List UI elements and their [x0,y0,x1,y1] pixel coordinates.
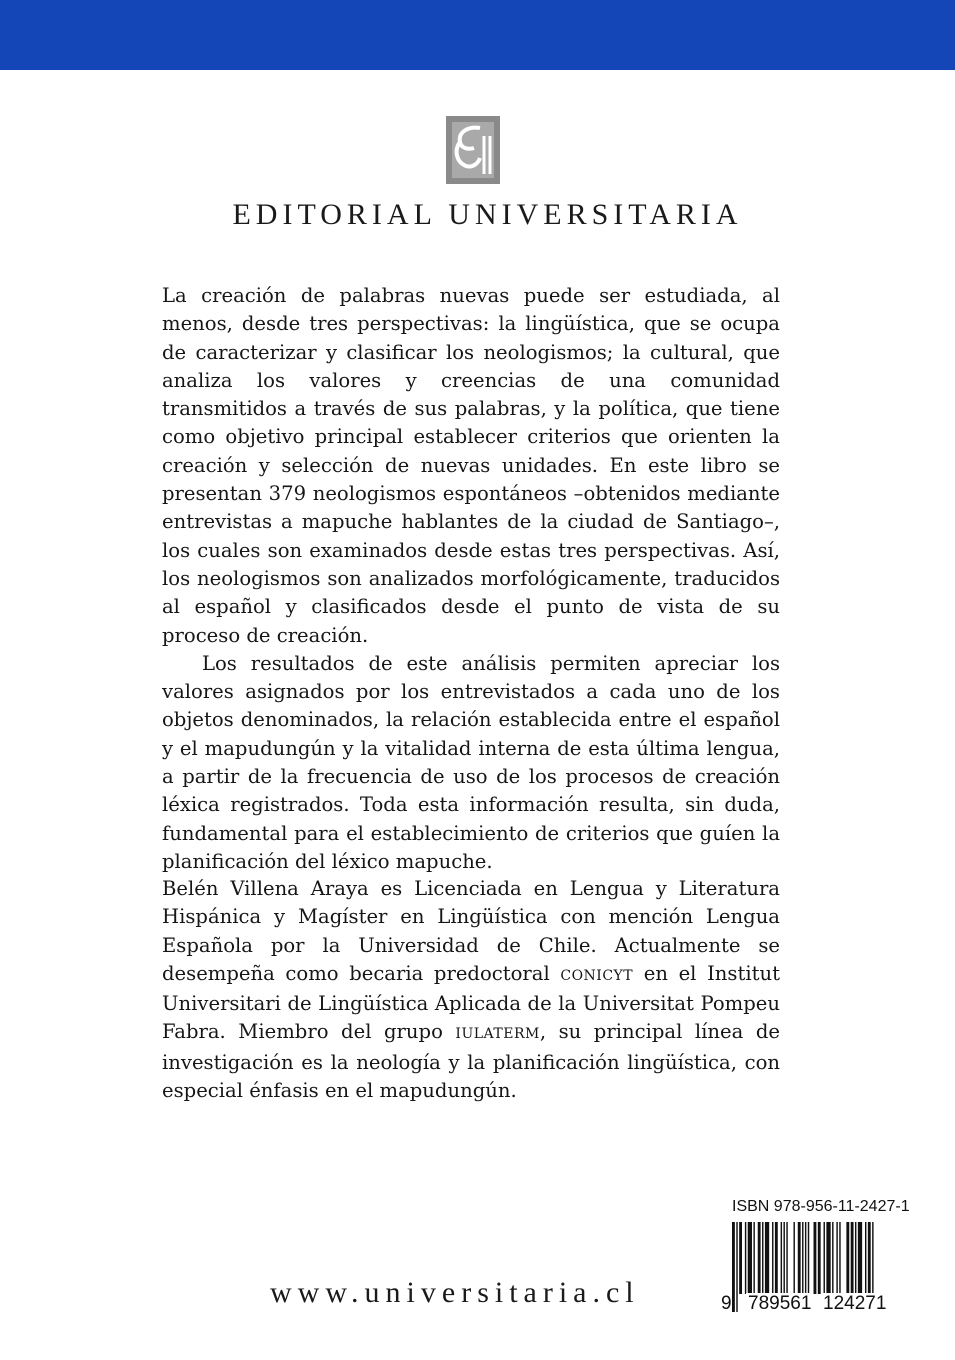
author-bio-text: Belén Villena Araya es Licenciada en Lengua y Literatura Hispánica y Magíster en Lingüística con mención Lengua Española por la Universidad de Chile. Actualmente se desempeña como becaria predoctoral [162,877,780,985]
barcode-digits-right: 124271 [823,1293,887,1314]
barcode-bar [839,1222,840,1294]
author-bio-paragraph [162,875,780,1105]
barcode-bar [865,1222,866,1294]
barcode-bar [748,1222,752,1294]
isbn-label: ISBN 978-956-11-2427-1 [732,1198,910,1215]
barcode-bar [858,1222,862,1294]
blurb-paragraph: Los resultados de este análisis permiten apreciar los valores asignados por los entrevistados a cada uno de los objetos denominados, la relación establecida entre el español y el mapudungún y la vitalidad interna de esta última lengua, a partir de la frecuencia de uso de los procesos de creación léxica registrados. Toda esta información resulta, sin duda, fundamental para el establecimiento de criterios que guíen la planificación del léxico mapuche. [162,651,780,873]
barcode-bar [772,1222,773,1294]
blurb-paragraph: La creación de palabras nuevas puede ser estudiada, al menos, desde tres perspectivas: la lingüística, que se ocupa de caracterizar y clasificar los neologismos; la cultural, que analiza los valores y creencias de una comunidad transmitidos a través de sus palabras, y la política, que tiene como objetivo principal establecer criterios que orienten la creación y selección de nuevas unidades. En este libro se presentan 379 neologismos espontáneos –obtenidos mediante entrevistas a mapuche hablantes de la ciudad de Santiago–, los cuales son examinados desde estas tres perspectivas. Así, los neologismos son analizados morfológicamente, traducidos al español y clasificados desde el punto de vista de su proceso de creación. [162,284,780,647]
barcode-bar [824,1222,825,1294]
author-bio-text: en el Institut Universitari de Lingüística Aplicada de la Universitat Pompeu Fabra. Miembro del grupo [162,961,780,1044]
barcode-bar [783,1222,784,1294]
barcode-bar [758,1222,761,1294]
barcode-bar [836,1222,837,1294]
barcode-bar [826,1222,830,1294]
barcode-bar [868,1222,871,1294]
barcode-bar [781,1222,782,1294]
author-bio [162,875,780,1105]
barcode-bar [786,1222,787,1294]
barcode-bar [805,1222,806,1294]
barcode-bar [736,1222,737,1312]
publisher-name: EDITORIAL UNIVERSITARIA [232,198,743,231]
barcode-bar [802,1222,803,1294]
acronym-conicyt: CONICYT [560,967,634,984]
barcode-bar [765,1222,769,1294]
barcode-bar [745,1222,746,1294]
acronym-iulaterm: IULATERM [455,1026,540,1043]
top-color-band [0,0,955,70]
barcode-digits-left: 789561 [748,1293,812,1314]
publisher-website[interactable]: www.universitaria.cl [270,1276,640,1309]
barcode-bar [872,1222,873,1294]
barcode-bar [846,1222,849,1294]
barcode-bar [832,1222,833,1294]
barcode-bar [808,1222,809,1294]
editorial-universitaria-logo-icon [446,116,500,184]
barcode-bar [855,1222,856,1294]
barcode-bar [762,1222,763,1294]
barcode-digit-first: 9 [721,1293,732,1314]
author-bio-text: , su principal línea de investigación es la neología y la planificación lingüística, con especial énfasis en el mapudungún. [162,1020,780,1103]
barcode-bar [814,1222,817,1294]
barcode-bar [818,1222,821,1294]
barcode-bar [739,1222,742,1294]
barcode-bar [775,1222,778,1294]
back-cover-blurb [162,282,780,876]
barcode-bar [753,1222,754,1294]
barcode-bar [851,1222,854,1294]
